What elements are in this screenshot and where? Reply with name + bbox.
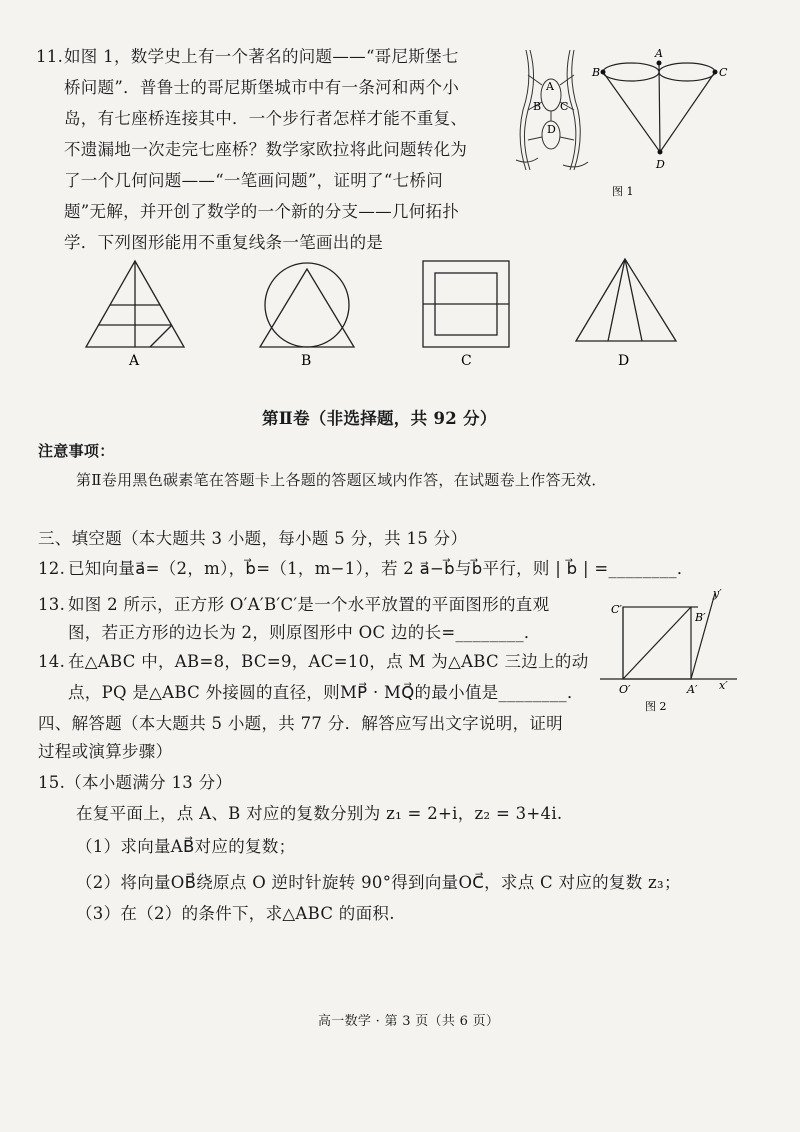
fig1-point-a: A	[655, 47, 663, 60]
fig2-label-y: y′	[713, 587, 722, 600]
option-c-label: C	[461, 353, 472, 369]
q14-line-1: 在△ABC 中，AB=8，BC=9，AC=10，点 M 为△ABC 三边上的动	[68, 652, 589, 671]
part-2-title: 第Ⅱ卷（非选择题，共 92 分）	[262, 409, 497, 428]
q15-part-1: （1）求向量AB⃗对应的复数；	[76, 837, 296, 856]
option-c-figure	[415, 255, 520, 370]
option-b-figure	[250, 255, 365, 370]
q11-line-7: 学．下列图形能用不重复线条一笔画出的是	[64, 233, 384, 252]
fig2-label-c: C′	[611, 603, 622, 616]
option-a-figure	[80, 255, 190, 370]
option-d-figure	[570, 255, 685, 370]
fig1-map-label-a: A	[546, 80, 554, 93]
q11-line-3: 岛，有七座桥连接其中．一个步行者怎样才能不重复、	[64, 109, 468, 128]
fig2-label-a: A′	[687, 683, 698, 696]
notice-title: 注意事项：	[38, 442, 115, 460]
figure-2-square-diagram	[595, 585, 745, 715]
seven-bridges-graph	[603, 63, 715, 152]
fig1-map-label-c: C	[560, 100, 569, 113]
fig2-label-b: B′	[695, 611, 706, 624]
fig2-label-o: O′	[619, 683, 631, 696]
q15-header: 15.（本小题满分 13 分）	[38, 773, 233, 792]
figure-1-caption: 图 1	[612, 185, 634, 198]
fig1-point-d: D	[656, 158, 665, 171]
option-b-label: B	[301, 353, 312, 369]
q12-text: 已知向量a⃗=（2，m），b⃗=（1，m−1），若 2 a⃗−b⃗与b⃗平行，则 | b⃗ | =________．	[68, 559, 694, 578]
q12-number: 12.	[38, 559, 66, 578]
option-a-label: A	[129, 353, 140, 369]
q11-number: 11.	[36, 47, 64, 66]
notice-text: 第Ⅱ卷用黑色碳素笔在答题卡上各题的答题区域内作答，在试题卷上作答无效．	[76, 471, 607, 489]
q13-number: 13.	[38, 595, 66, 614]
q11-line-5: 了一个几何问题——“一笔画问题”，证明了“七桥问	[64, 171, 444, 190]
q11-line-6: 题”无解，并开创了数学的一个新的分支——几何拓扑	[64, 202, 460, 221]
q14-number: 14.	[38, 652, 66, 671]
fig2-label-x: x′	[719, 679, 728, 692]
q11-line-4: 不遗漏地一次走完七座桥？数学家欧拉将此问题转化为	[64, 140, 468, 159]
figure-1-konigsberg-diagram	[508, 40, 738, 210]
q15-part-3: （3）在（2）的条件下，求△ABC 的面积.	[76, 904, 395, 923]
section-3-heading: 三、填空题（本大题共 3 小题，每小题 5 分，共 15 分）	[38, 529, 468, 548]
q11-line-1: 如图 1，数学史上有一个著名的问题——“哥尼斯堡七	[64, 47, 459, 66]
q15-part-2: （2）将向量OB⃗绕原点 O 逆时针旋转 90°得到向量OC⃗，求点 C 对应的复数 z₃；	[76, 873, 681, 892]
q13-line-2: 图，若正方形的边长为 2，则原图形中 OC 边的长=________．	[68, 623, 541, 642]
figure-2-caption: 图 2	[645, 700, 667, 713]
fig1-point-b: B	[592, 66, 601, 79]
fig1-map-label-d: D	[547, 123, 556, 136]
page-footer: 高一数学 · 第 3 页（共 6 页）	[318, 1014, 500, 1029]
q14-line-2: 点，PQ 是△ABC 外接圆的直径，则MP⃗ · MQ⃗的最小值是________．	[68, 683, 584, 702]
q15-intro: 在复平面上，点 A、B 对应的复数分别为 z₁ = 2+i，z₂ = 3+4i.	[76, 804, 563, 823]
river-map-illustration	[516, 50, 588, 170]
q13-line-1: 如图 2 所示，正方形 O′A′B′C′是一个水平放置的平面图形的直观	[68, 595, 550, 614]
section-4-heading-line-2: 过程或演算步骤）	[38, 742, 173, 761]
q11-line-2: 桥问题”．普鲁士的哥尼斯堡城市中有一条河和两个小	[64, 78, 460, 97]
fig1-point-c: C	[719, 66, 728, 79]
fig1-map-label-b: B	[533, 100, 542, 113]
section-4-heading-line-1: 四、解答题（本大题共 5 小题，共 77 分．解答应写出文字说明，证明	[38, 714, 563, 733]
option-d-label: D	[618, 353, 630, 369]
